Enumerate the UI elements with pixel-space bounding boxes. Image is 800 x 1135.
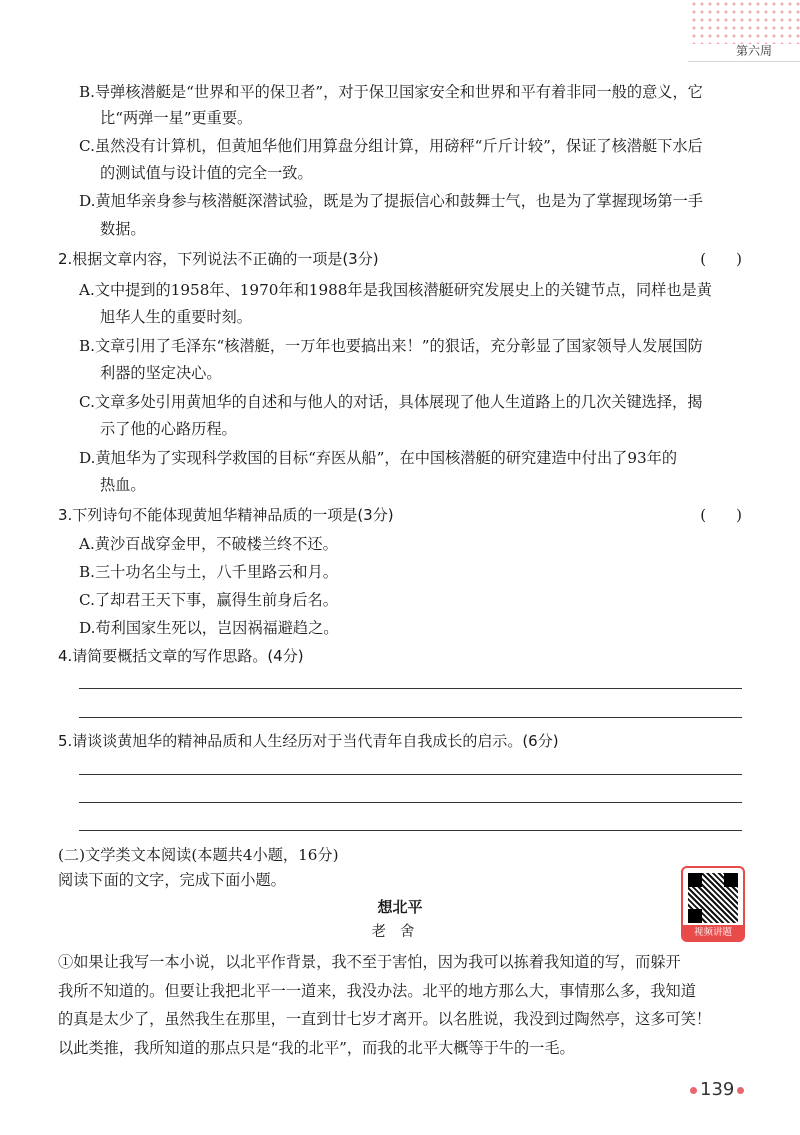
q3-option-d: D.苟利国家生死以，岂因祸福避趋之。 xyxy=(79,619,339,637)
paragraph-line-4: 以此类推，我所知道的那点只是“我的北平”，而我的北平大概等于牛的一毛。 xyxy=(58,1039,575,1057)
paragraph-line-3: 的真是太少了，虽然我生在那里，一直到廿七岁才离开。以名胜说，我没到过陶然亭，这多可笑！ xyxy=(58,1010,712,1028)
q4-stem: 4.请简要概括文章的写作思路。(4分) xyxy=(58,647,304,665)
dot-icon xyxy=(690,1087,697,1094)
q4-answer-line-2[interactable] xyxy=(79,717,742,718)
dot-icon xyxy=(737,1087,744,1094)
q2-stem: 2.根据文章内容，下列说法不正确的一项是(3分) xyxy=(58,250,379,268)
paragraph-line-2: 我所不知道的。但要让我把北平一一道来，我没办法。北平的地方那么大，事情那么多，我知道 xyxy=(58,982,696,1000)
q5-answer-line-3[interactable] xyxy=(79,830,742,831)
q3-answer-blank[interactable]: ( ) xyxy=(700,506,742,524)
q3-option-b: B.三十功名尘与土，八千里路云和月。 xyxy=(79,563,338,581)
qr-label: 视频讲题 xyxy=(683,925,743,940)
q4-answer-line-1[interactable] xyxy=(79,688,742,689)
q5-stem: 5.请谈谈黄旭华的精神品质和人生经历对于当代青年自我成长的启示。(6分) xyxy=(58,732,559,750)
article-author: 老舍 xyxy=(371,924,429,940)
q5-answer-line-1[interactable] xyxy=(79,774,742,775)
q2-option-c-line-1: C.文章多处引用黄旭华的自述和与他人的对话，具体展现了他人生道路上的几次关键选择，揭 xyxy=(79,393,703,411)
q1-option-b-line-2: 比“两弹一星”更重要。 xyxy=(100,109,253,127)
q3-option-a: A.黄沙百战穿金甲，不破楼兰终不还。 xyxy=(79,535,338,553)
header-divider xyxy=(688,61,800,62)
q3-option-c: C.了却君王天下事，赢得生前身后名。 xyxy=(79,591,338,609)
decorative-dot-pattern xyxy=(690,0,800,44)
q2-option-a-line-1: A.文中提到的1958年、1970年和1988年是我国核潜艇研究发展史上的关键节点，同样也是黄 xyxy=(79,281,712,299)
q1-option-d-line-1: D.黄旭华亲身参与核潜艇深潜试验，既是为了提振信心和鼓舞士气，也是为了掌握现场第一手 xyxy=(79,192,703,210)
q2-option-a-line-2: 旭华人生的重要时刻。 xyxy=(100,308,252,326)
section2-heading: (二)文学类文本阅读(本题共4小题，16分) xyxy=(58,846,339,864)
page-number xyxy=(687,1079,753,1100)
q2-option-c-line-2: 示了他的心路历程。 xyxy=(100,420,237,438)
q1-option-c-line-1: C.虽然没有计算机，但黄旭华他们用算盘分组计算，用磅秤“斤斤计较”，保证了核潜艇下水后 xyxy=(79,137,703,155)
q2-option-b-line-2: 利器的坚定决心。 xyxy=(100,364,222,382)
q2-option-d-line-2: 热血。 xyxy=(100,476,146,494)
article-title: 想北平 xyxy=(377,898,423,916)
q2-option-d-line-1: D.黄旭华为了实现科学救国的目标“弃医从船”，在中国核潜艇的研究建造中付出了93年的 xyxy=(79,449,678,467)
section2-instruction: 阅读下面的文字，完成下面小题。 xyxy=(58,871,286,889)
q3-stem: 3.下列诗句不能体现黄旭华精神品质的一项是(3分) xyxy=(58,506,394,524)
week-label: 第六周 xyxy=(735,44,772,58)
paragraph-line-1: ①如果让我写一本小说，以北平作背景，我不至于害怕，因为我可以拣着我知道的写，而躲开 xyxy=(58,953,681,971)
q5-answer-line-2[interactable] xyxy=(79,802,742,803)
q1-option-c-line-2: 的测试值与设计值的完全一致。 xyxy=(100,164,313,182)
q2-answer-blank[interactable]: ( ) xyxy=(700,250,742,268)
q1-option-b-line-1: B.导弹核潜艇是“世界和平的保卫者”，对于保卫国家安全和世界和平有着非同一般的意义，它 xyxy=(79,83,703,101)
q1-option-d-line-2: 数据。 xyxy=(100,220,146,238)
page-number-text: 139 xyxy=(700,1079,735,1100)
q2-option-b-line-1: B.文章引用了毛泽东“核潜艇，一万年也要搞出来！”的狠话，充分彰显了国家领导人发展国防 xyxy=(79,337,703,355)
